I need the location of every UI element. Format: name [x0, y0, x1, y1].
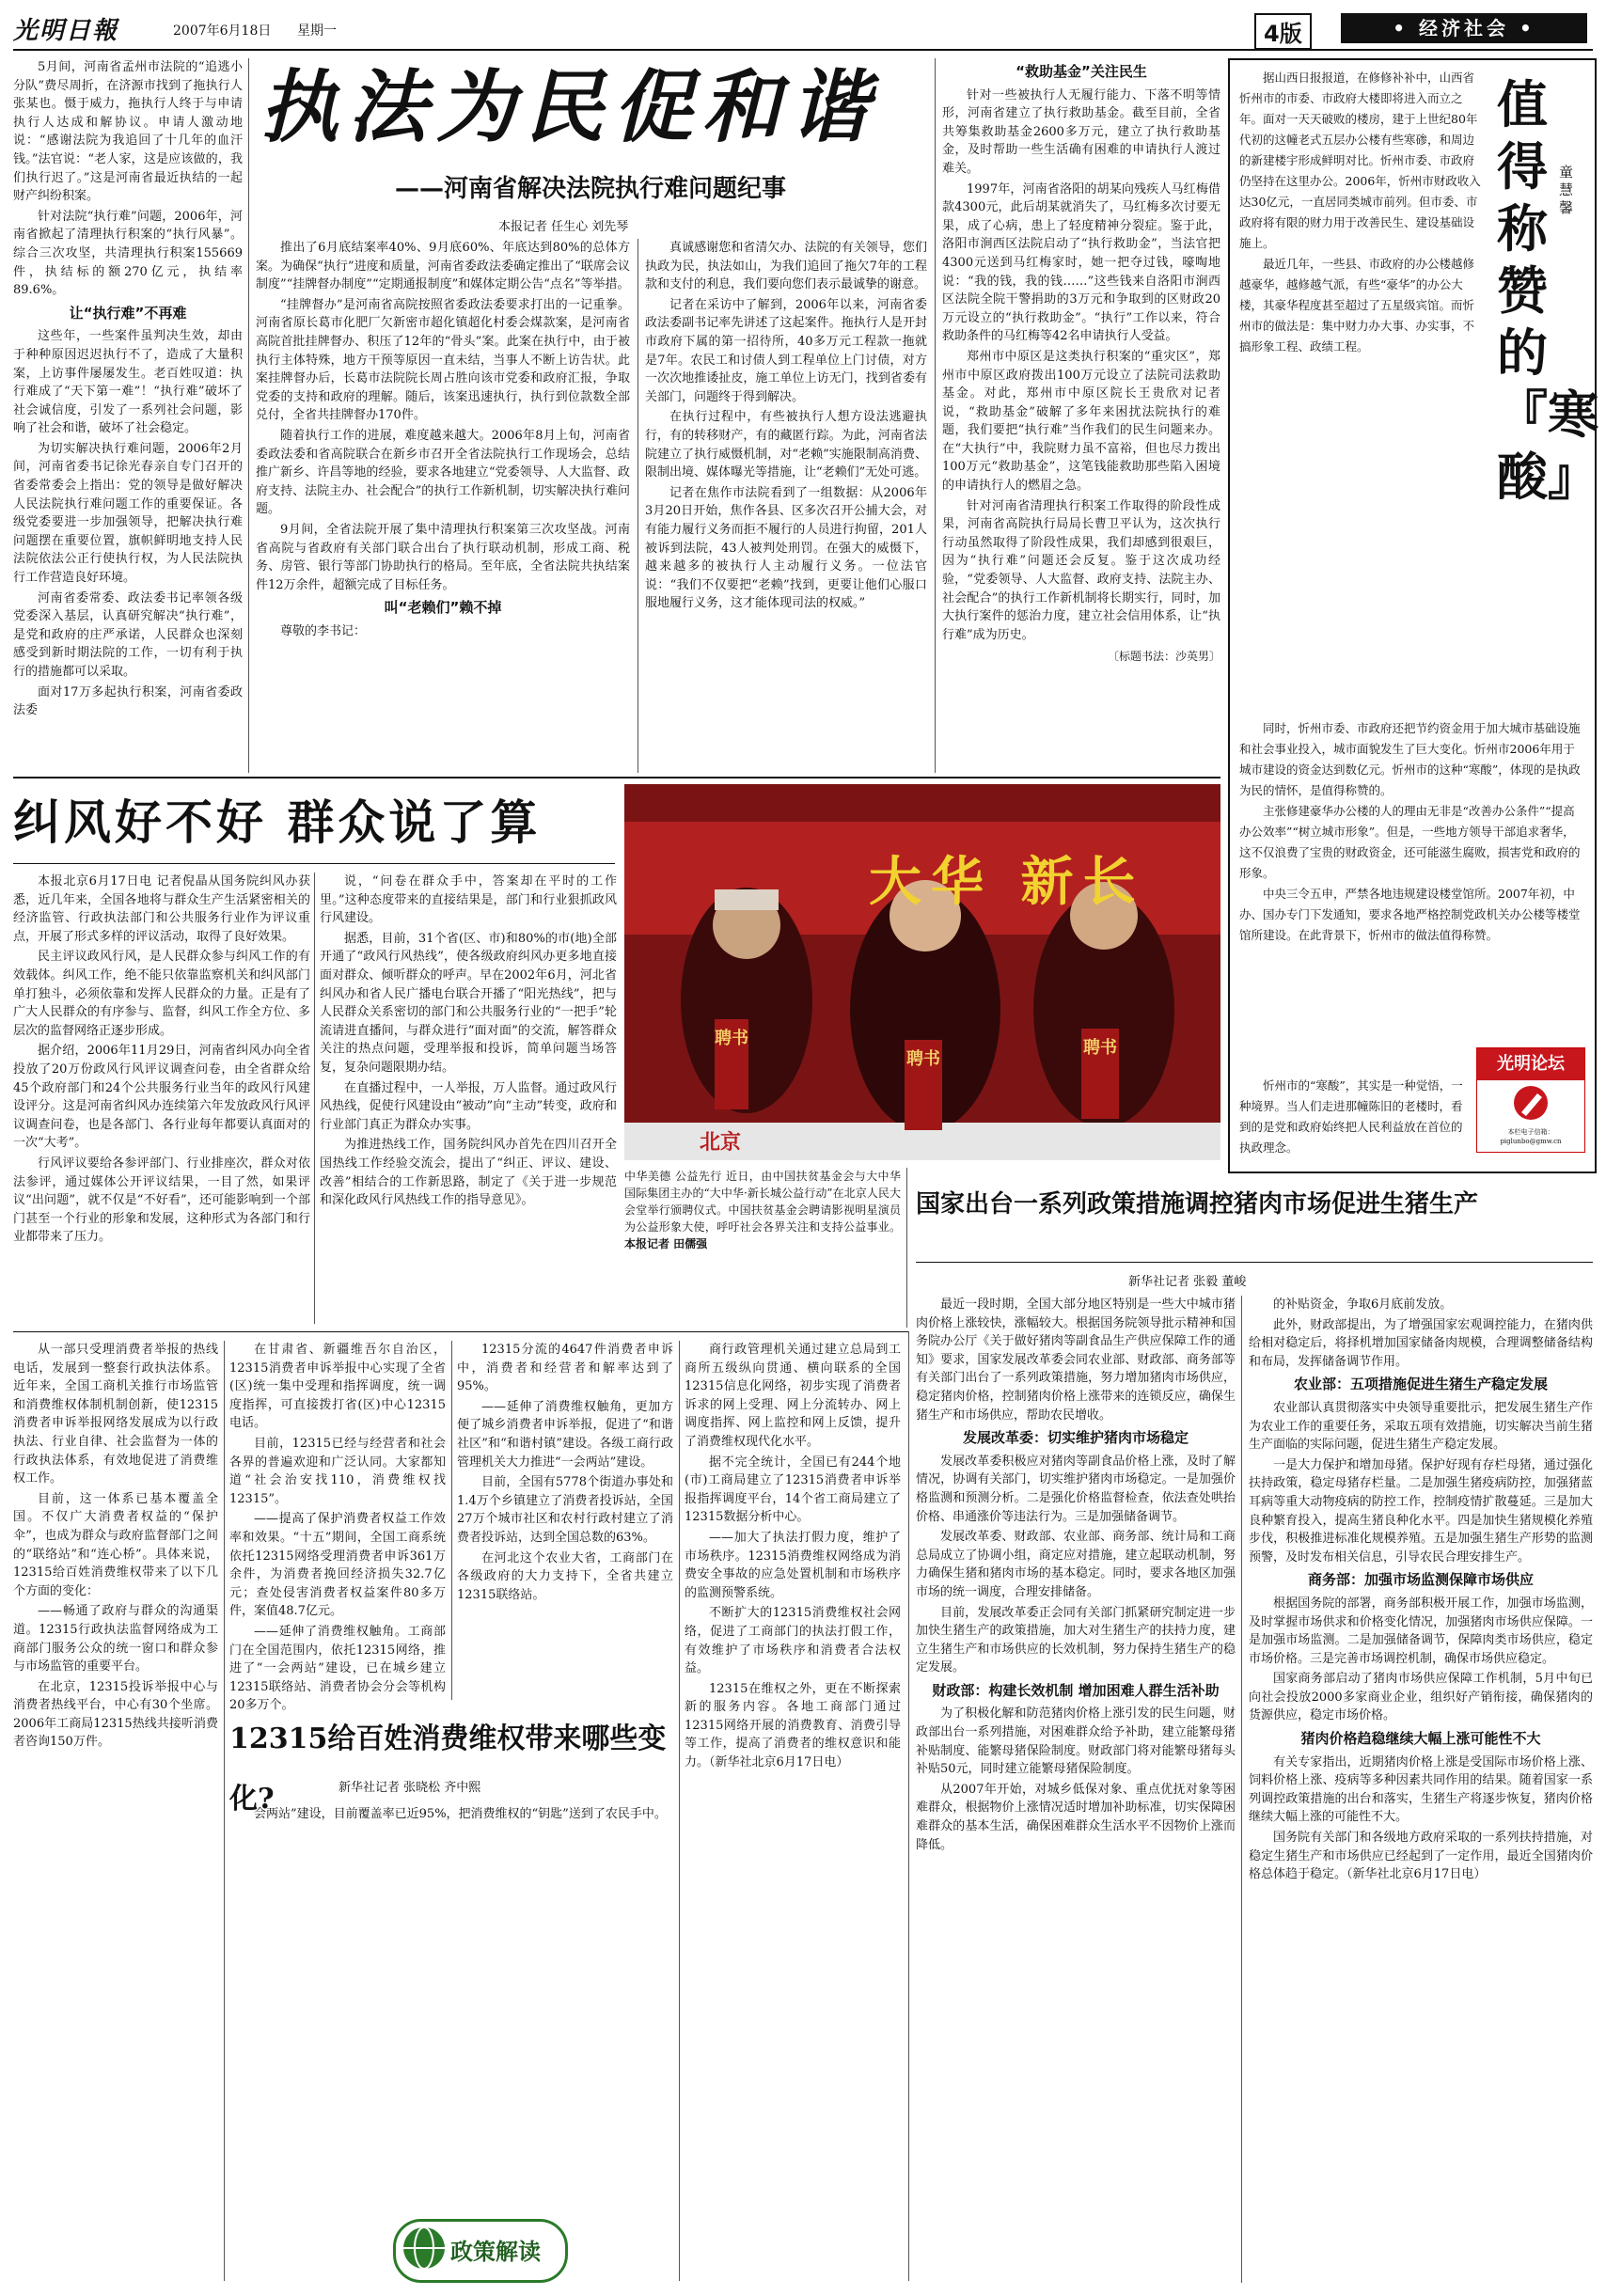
story3-col2-cont	[229, 1805, 673, 2275]
paragraph: 推出了6月底结案率40%、9月底60%、年底达到80%的总体方案。为确保“执行”进度和质量，河南省委政法委确定推出了“联席会议制度”“挂牌督办制度”“定期通报制度”和媒体定期公告“点名”等举措。	[256, 241, 630, 292]
paragraph: 为切实解决执行难问题，2006年2月间，河南省委书记徐光春亲自专门召开的省委常委会上指出：党的领导是做好解决人民法院执行难问题工作的重要保证。各级党委要进一步加强领导，把解决执行难问题摆在重要位置，旗帜鲜明地支持人民法院依法公正行使执行权，为人民法院执行工作营造良好环境。	[13, 441, 243, 586]
headline-rule	[13, 863, 615, 864]
paragraph: 随着执行工作的进展，难度越来越大。2006年8月上旬，河南省委政法委和省高院联合在新乡市召开全省法院执行工作现场会，总结推广新乡、许昌等地的经验，要求各地建立“党委领导、人大监督、政府支持、法院主办、社会配合”的执行工作新机制，切实解决执行难问题。	[256, 428, 630, 517]
paragraph: 目前，全国有5778个街道办事处和1.4万个乡镇建立了消费者投诉站，全国27万个城市社区和农村行政村建立了消费者投诉站，达到全国总数的63%。	[457, 1475, 673, 1545]
issue-date: 2007年6月18日	[173, 24, 272, 39]
calligraphy-credit: 〔标题书法：沙英男〕	[1107, 650, 1220, 664]
column-divider	[314, 873, 315, 1324]
story1-byline: 本报记者 任生心 刘先琴	[498, 220, 629, 234]
column-divider	[451, 1341, 452, 1700]
section-rule	[13, 1331, 908, 1332]
story1-col4	[942, 58, 1220, 773]
story4-col1	[916, 1296, 1236, 2283]
story4-col2	[1249, 1296, 1593, 2283]
section-tag: • 经济社会 •	[1341, 13, 1587, 43]
policy-badge	[393, 2219, 568, 2283]
paragraph: 目前，发展改革委正会同有关部门抓紧研究制定进一步加快生猪生产的政策措施，加大对生猪生产的扶持力度，建立生猪生产和市场供应的长效机制，努力保持生猪生产的稳定发展。	[916, 1605, 1236, 1675]
paragraph: ——延伸了消费维权触角。工商部门在全国范围内，依托12315网络，推进了“一会两站”建设，已在城乡建立12315联络站、消费者协会分会等机构20多万个。	[229, 1624, 446, 1713]
photo-caption	[624, 1168, 901, 1328]
page-header	[13, 9, 1593, 47]
paragraph: 目前，这一体系已基本覆盖全国。不仅广大消费者权益的“保护伞”，也成为群众与政府监督部门之间的“联络站”和“连心桥”。具体来说，12315给百姓消费维权带来了以下几个方面的变化：	[13, 1491, 218, 1598]
paragraph: 本报北京6月17日电 记者倪晶从国务院纠风办获悉，近几年来，全国各地将与群众生产生活紧密相关的经济监管、行政执法部门和公共服务行业作为评议重点，开展了形式多样的评议活动，取得了良好效果。	[13, 874, 310, 944]
paragraph: 此外，财政部提出，为了增强国家宏观调控能力，在猪肉供给相对稳定后，将择机增加国家储备肉规模，合理调整储备结构和布局，发挥储备调节作用。	[1249, 1317, 1593, 1369]
column-divider	[224, 1341, 225, 2281]
story1-col1	[13, 58, 243, 773]
paragraph: 据山西日报报道，在修修补补中，山西省忻州市的市委、市政府大楼即将进入而立之年。面对一天天破败的楼房，建于上世纪80年代初的这幢老式五层办公楼有些寒碜，和周边的新建楼宇形成鲜明对比。忻州市委、市政府仍坚持在这里办公。2006年，忻州市财政收入达30亿元，一直居同类城市前列。但市委、市政府将有限的财力用于改善民生、建设基础设施上。	[1239, 71, 1481, 250]
story1-col2	[256, 239, 630, 773]
paragraph: 不断扩大的12315消费维权社会网络，促进了工商部门的执法打假工作，有效维护了市场秩序和消费者合法权益。	[685, 1606, 901, 1676]
paragraph: 国家商务部启动了猪肉市场供应保障工作机制，5月中旬已向社会投放2000多家商业企业，组织好产销衔接，确保猪肉的货源供应，稳定市场价格。	[1249, 1672, 1593, 1723]
masthead-logo: 光明日報	[13, 17, 119, 45]
paragraph: 这些年，一些案件虽判决生效，却由于种种原因迟迟执行不了，造成了大量积案，上访事件屡屡发生。老百姓叹道：执行难成了“天下第一难”！“执行难”破坏了社会诚信度，引发了一系列社会问题，影响了社会和谐，破坏了社会稳定。	[13, 329, 243, 436]
paragraph: 说，“问卷在群众手中，答案却在平时的工作里。”这种态度带来的直接结果是，部门和行业狠抓政风行风建设。	[320, 874, 617, 926]
subhead: 猪肉价格趋稳继续大幅上涨可能性不大	[1300, 1730, 1541, 1748]
certificate-1: 聘书	[715, 1019, 748, 1109]
policy-badge-label: 政策解读	[450, 2239, 541, 2265]
paragraph: 9月间，全省法院开展了集中清理执行积案第三次攻坚战。河南省高院与省政府有关部门联合出台了执行联动机制，形成工商、税务、房管、银行等部门协助执行的格局。至年底，全省法院共执结案件12万余件，超额完成了目标任务。	[256, 522, 630, 592]
paragraph: 最近一段时期，全国大部分地区特别是一些大中城市猪肉价格上涨较快，涨幅较大。根据国务院领导批示精神和国务院办公厅《关于做好猪肉等副食品生产供应保障工作的通知》要求，国家发展改革委会同农业部、财政部、商务部等有关部门出台了一系列政策措施，努力增加猪肉市场供应，稳定猪肉价格，控制猪肉价格上涨带来的连锁反应，确保生猪生产和市场供应，帮助农民增收。	[916, 1297, 1236, 1423]
pen-icon	[1477, 1080, 1584, 1127]
photo-bottom-text: 北京	[700, 1130, 742, 1155]
subhead: 叫“老赖们”赖不掉	[384, 599, 502, 617]
paragraph: 忻州市的“寒酸”，其实是一种觉悟，一种境界。当人们走进那幢陈旧的老楼时，看到的是党和政府始终把人民利益放在首位的执政理念。	[1239, 1078, 1463, 1155]
story2-col2	[320, 873, 617, 1324]
forum-badge-label: 光明论坛	[1477, 1048, 1584, 1080]
story2-col1	[13, 873, 310, 1324]
paragraph: ——畅通了政府与群众的沟通渠道。12315行政执法监督网络成为工商部门服务公众的统一窗口和群众参与市场监管的重要平台。	[13, 1604, 218, 1675]
paragraph: 在河北这个农业大省，工商部门在各级政府的大力支持下，全省共建立12315联络站。	[457, 1550, 673, 1602]
paragraph: 农业部认真贯彻落实中央领导重要批示，把发展生猪生产作为农业工作的重要任务，采取五项有效措施，切实解决当前生猪生产面临的实际问题，促进生猪生产稳定发展。	[1249, 1400, 1593, 1453]
sidebar-box	[1228, 58, 1597, 1173]
paragraph: 真诚感谢您和省清欠办、法院的有关领导，您们执政为民，执法如山，为我们追回了拖欠7年的工程款和支付的利息，我们要向您们表示最诚挚的谢意。	[645, 241, 927, 292]
paragraph: 12315在维权之外，更在不断探索新的服务内容。各地工商部门通过12315网络开展的消费教育、消费引导等工作，提高了消费者的维权意识和能力。（新华社北京6月17日电）	[685, 1681, 901, 1770]
column-divider	[679, 1341, 680, 2281]
paragraph: 中央三令五申，严禁各地违规建设楼堂馆所。2007年初，中办、国办专门下发通知，要求各地严格控制党政机关办公楼等楼堂馆所建设。在此背景下，忻州市的做法值得称赞。	[1239, 887, 1581, 942]
paragraph: 一是大力保护和增加母猪。保护好现有存栏母猪，通过强化扶持政策，稳定母猪存栏量。二是加强生猪疫病防控，加强猪蓝耳病等重大动物疫病的防控工作，控制疫情扩散蔓延。三是加大良种繁育投入，提高生猪良种化水平。四是加快生猪规模化养殖步伐，积极推进标准化规模养殖。五是加强生猪生产形势的监测预警，及时发布相关信息，引导农民合理安排生产。	[1249, 1457, 1593, 1565]
subhead: “救助基金”关注民生	[1016, 63, 1147, 80]
paragraph: 据悉，目前，31个省(区、市)和80%的市(地)全部开通了“政风行风热线”，使各级政府纠风办更多地直接面对群众、倾听群众的呼声。早在2002年6月，河北省纠风办和省人民广播电台联合开播了“阳光热线”，把与人民群众关系密切的部门和公共服务行业的“一把手”轮流请进直播间，与群众进行“面对面”的交流，解答群众关注的热点问题，受理举报和投诉，简单问题当场答复，复杂问题限期办结。	[320, 931, 617, 1075]
paragraph: 在甘肃省、新疆维吾尔自治区，12315消费者申诉举报中心实现了全省(区)统一集中受理和指挥调度，统一调度指挥，可直接拨打省(区)中心12315电话。	[229, 1343, 446, 1431]
sidebar-text-top	[1239, 68, 1484, 716]
column-divider	[248, 58, 249, 773]
paragraph: 同时，忻州市委、市政府还把节约资金用于加大城市基础设施和社会事业投入，城市面貌发生了巨大变化。忻州市2006年用于城市建设的资金达到数亿元。忻州市的这种“寒酸”，体现的是执政为民的情怀，是值得称赞的。	[1239, 721, 1581, 797]
certificate-3: 聘书	[1081, 1029, 1119, 1119]
paragraph: 在执行过程中，有些被执行人想方设法逃避执行，有的转移财产，有的藏匿行踪。为此，河南省法院建立了执行威慑机制，对“老赖”实施限制高消费、限制出境、媒体曝光等措施，让“老赖们”无处可逃。	[645, 410, 927, 480]
paragraph: 5月间，河南省孟州市法院的“追逃小分队”费尽周折，在济源市找到了拖执行人张某也。慑于威力，拖执行人终于与申请执行人达成和解协议。申请人激动地说：“感谢法院为我追回了十几年的血汗钱。”法官说：“老人家，这是应该做的，我们执行迟了。”这是河南省最近执结的一起财产纠纷积案。	[13, 60, 243, 204]
paragraph: 根据国务院的部署，商务部积极开展工作，加强市场监测，及时掌握市场供求和价格变化情况，加强猪肉市场供应保障。一是加强市场监测。二是加强储备调节，保障肉类市场供应，稳定市场价格。三是完善市场调控机制，确保市场供应稳定。	[1249, 1596, 1593, 1666]
sidebar-author: 童慧馨	[1559, 164, 1574, 216]
caption-text: 中华美德 公益先行 近日，由中国扶贫基金会与大中华国际集团主办的“大中华·新长城公益行动”在北京人民大会堂举行颁聘仪式。中国扶贫基金会聘请影视明星演员为公益形象大使，呼吁社会各界关注和支持公益事业。	[624, 1170, 901, 1234]
paragraph: 从一部只受理消费者举报的热线电话，发展到一整套行政执法体系。近年来，全国工商机关推行市场监管和消费维权体制机制创新，使12315消费者申诉举报网络发展成为以行政执法、行业自律、社会监督为一体的行政执法体系，有效地促进了消费维权工作。	[13, 1343, 218, 1486]
paragraph: 从2007年开始，对城乡低保对象、重点优抚对象等困难群众，根据物价上涨情况适时增加补助标准，切实保障困难群众的基本生活，确保困难群众生活水平不因物价上涨而降低。	[916, 1782, 1236, 1852]
issue-weekday: 星期一	[297, 24, 337, 39]
section-rule	[13, 777, 1220, 778]
paragraph: 有关专家指出，近期猪肉价格上涨是受国际市场价格上涨、饲料价格上涨、疫病等多种因素共同作用的结果。随着国家一系列调控政策措施的出台和落实，生猪生产将逐步恢复，猪肉价格继续大幅上涨的可能性不大。	[1249, 1754, 1593, 1825]
certificate-2: 聘书	[905, 1040, 942, 1130]
column-divider	[935, 58, 936, 773]
paragraph: 面对17万多起执行积案，河南省委政法委	[13, 684, 243, 718]
paragraph: 据不完全统计，全国已有244个地(市)工商局建立了12315消费者申诉举报指挥调度平台，14个省工商局建立了12315数据分析中心。	[685, 1455, 901, 1525]
paragraph: ——提高了保护消费者权益工作效率和效果。“十五”期间，全国工商系统依托12315网络受理消费者申诉361万余件，为消费者挽回经济损失32.7亿元；查处侵害消费者权益案件80多万件，案值48.7亿元。	[229, 1512, 446, 1619]
paragraph: 在直播过程中，一人举报，万人监督。通过政风行风热线，促使行风建设由“被动”向“主动”转变，政府和行业部门真正为群众办实事。	[320, 1080, 617, 1132]
paragraph: 针对法院“执行难”问题，2006年，河南省掀起了清理执行积案的“执行风暴”。综合三次攻坚，共清理执行积案155669件，执结标的额270亿元，执结率89.6%。	[13, 209, 243, 298]
subhead: 商务部：加强市场监测保障市场供应	[1307, 1571, 1534, 1589]
forum-email: 本栏电子信箱：piglunbo@gmw.cn	[1500, 1128, 1562, 1145]
paragraph: 郑州市中原区是这类执行积案的“重灾区”，郑州市中原区政府拨出100万元设立了法院司法救助基金。对此，郑州市中原区院长王贵欣对记者说，“救助基金”破解了多年来困扰法院执行的难题，我们要把“执行难”当作我们的民生问题来办。在“大执行”中，我院财力虽不富裕，但也尽力拨出100万元“救助基金”，这笔钱能救助那些陷入困境的申请执行人的燃眉之急。	[942, 349, 1220, 494]
paragraph: 记者在焦作市法院看到了一组数据：从2006年3月20日开始，焦作各县、区多次召开公捕大会，对有能力履行义务而拒不履行的人员进行拘留，201人被诉到法院，43人被判处刑罚。在强大的威慑下，越来越多的被执行人主动履行义务。一位法官说：“我们不仅要把“老赖”找到，更要让他们心服口服地履行义务，这才能体现司法的权威。”	[645, 485, 927, 611]
header-rule	[13, 49, 1593, 51]
paragraph: 在北京，12315投诉举报中心与消费者热线平台，中心有30个坐席。2006年工商局12315热线共接听消费者咨询150万件。	[13, 1679, 218, 1750]
column-divider	[908, 1331, 909, 2281]
subhead: 让“执行难”不再难	[69, 304, 187, 322]
story3-col4	[685, 1341, 901, 2225]
story1-headline: 执法为民促和谐	[260, 60, 879, 153]
paragraph: 会两站”建设，目前覆盖率已近95%，把消费维权的“钥匙”送到了农民手中。	[254, 1807, 667, 1821]
subhead: 发展改革委：切实维护猪肉市场稳定	[962, 1429, 1189, 1447]
photo-banner-text: 大华 新长	[869, 851, 1145, 913]
story1-subhead: ——河南省解决法院执行难问题纪事	[395, 175, 787, 203]
paragraph: 发展改革委积极应对猪肉等副食品价格上涨，及时了解情况，协调有关部门，切实维护猪肉市场稳定。一是加强价格监测和预测分析。二是强化价格监督检查，依法查处哄抬价格、串通涨价等违法行为。三是加强储备调节。	[916, 1454, 1236, 1524]
story3-col3	[457, 1341, 673, 1700]
paragraph: 为了积极化解和防范猪肉价格上涨引发的民生问题，财政部出台一系列措施，对困难群众给予补助，建立能繁母猪补贴制度、能繁母猪保险制度。财政部门将对能繁母猪每头补贴50元，同时建立能繁母猪保险制度。	[916, 1706, 1236, 1777]
paragraph: 12315分流的4647件消费者申诉中，消费者和经营者和解率达到了95%。	[457, 1343, 673, 1394]
paragraph: 针对河南省清理执行积案工作取得的阶段性成果，河南省高院执行局局长曹卫平认为，这次执行行动虽然取得了阶段性成果，我们却感到很艰巨，因为“执行难”问题还会反复。鉴于这次成功经验，“党委领导、人大监督、政府支持、法院主办、社会配合”的执行工作新机制将长期实行，同时，加大执行案件的惩治力度，建立社会信用体系，让“执行难”成为历史。	[942, 498, 1220, 642]
paragraph: 针对一些被执行人无履行能力、下落不明等情形，河南省建立了执行救助基金。截至目前，全省共筹集救助基金2600多万元，建立了执行救助基金，及时帮助一些生活确有困难的申请执行人渡过难关。	[942, 87, 1220, 176]
story3-headline: 12315给百姓消费维权带来哪些变化?	[229, 1722, 667, 1816]
paragraph: 的补贴资金，争取6月底前发放。	[1273, 1297, 1453, 1312]
paragraph: “挂牌督办”是河南省高院按照省委政法委要求打出的一记重拳。河南省原长葛市化肥厂欠新密市超化镇超化村委会煤款案，是河南省高院首批挂牌督办、积压了12年的“骨头”案。此案在执行中，由于被执行主体特殊，地方干预等原因一直未结，当事人不断上访告状。此案挂牌督办后，长葛市法院院长周占胜向该市党委和政府汇报，争取党委的支持和政府的理解。随后，该案迅速执行，执行到位款数全部兑付，全省共挂牌督办170件。	[256, 297, 630, 423]
story4-byline: 新华社记者 张毅 董峻	[1128, 1275, 1247, 1289]
paragraph: 为推进热线工作，国务院纠风办首先在四川召开全国热线工作经验交流会，提出了“纠正、评议、建设、改善”相结合的工作新思路，制定了《关于进一步规范和深化政风行风热线工作的指导意见》。	[320, 1138, 617, 1208]
globe-icon	[400, 2224, 449, 2272]
paragraph: 目前，12315已经与经营者和社会各界的普遍欢迎和广泛认同。大家都知道“社会治安找110，消费维权找12315”。	[229, 1436, 446, 1506]
paragraph: 尊敬的李书记：	[280, 623, 367, 638]
paragraph: 据介绍，2006年11月29日，河南省纠风办向全省投放了20万份政风行风评议调查问卷，由全省群众给45个政府部门和24个公共服务行业当年的政风行风建设评分。这是河南省纠风办连续第六年发放政风行风评议调查问卷，也是各部门、各行业每年都要认真面对的一次“大考”。	[13, 1044, 310, 1151]
paragraph: 主张修建豪华办公楼的人的理由无非是“改善办公条件”“提高办公效率”“树立城市形象”。但是，一些地方领导干部追求奢华，这不仅浪费了宝贵的财政资金，还可能滋生腐败，损害党和政府的形象。	[1239, 804, 1581, 880]
paragraph: 1997年，河南省洛阳的胡某向残疾人马红梅借款4300元，此后胡某就消失了，马红梅多次讨要无果，成了心病，患上了轻度精神分裂症。鉴于此，洛阳市涧西区法院启动了“执行救助金”，当法官把4300元送到马红梅家时，她一把夺过钱，嚎啕地说：“我的钱，我的钱……”这些钱来自洛阳市涧西区法院全院干警捐助的3万元和争取到的区财政20万元设立的“执行救助金”。“执行”工作以来，符合救助条件的马红梅等42名申请执行人受益。	[942, 181, 1220, 344]
paragraph: 商行政管理机关通过建立总局到工商所五级纵向贯通、横向联系的全国12315信息化网络，初步实现了消费者诉求的网上受理、网上分流转办、网上调度指挥、网上监控和网上反馈，提升了消费维权现代化水平。	[685, 1343, 901, 1449]
story1-col3	[645, 239, 927, 773]
column-divider	[906, 1168, 907, 1328]
paragraph: 国务院有关部门和各级地方政府采取的一系列扶持措施，对稳定生猪生产和市场供应已经起到了一定作用，最近全国猪肉价格总体趋于稳定。（新华社北京6月17日电）	[1249, 1831, 1593, 1882]
paragraph: 民主评议政风行风，是人民群众参与纠风工作的有效载体。纠风工作，绝不能只依靠监察机关和纠风部门单打独斗，必须依靠和发挥人民群众的力量。正是有了广大人民群众的有序参与、监督，纠风工作全方位、多层次的监督网络正逐步形成。	[13, 950, 310, 1038]
sidebar-text-end	[1239, 1076, 1465, 1166]
paragraph: 行风评议要给各参评部门、行业排座次，群众对依法参评，通过媒体公开评议结果，一目了然，如果评议“出问题”，就不仅是“不好看”，还可能影响到一个部门甚至一个行业的形象和发展，这种形式为各部门和行业都带来了压力。	[13, 1156, 310, 1245]
paragraph: ——加大了执法打假力度，维护了市场秩序。12315消费维权网络成为消费安全事故的应急处置机制和市场秩序的监测预警系统。	[685, 1530, 901, 1600]
subhead: 农业部：五项措施促进生猪生产稳定发展	[1293, 1376, 1548, 1393]
story3-byline: 新华社记者 张晓松 齐中熙	[339, 1781, 481, 1795]
story3-col2	[229, 1341, 446, 1713]
sidebar-text-bottom	[1239, 718, 1583, 1076]
story2-headline: 纠风好不好 群众说了算	[13, 794, 542, 850]
forum-badge	[1476, 1047, 1585, 1153]
story3-col1	[13, 1341, 218, 2281]
sidebar-title: 值得称赞的『寒酸』	[1497, 74, 1598, 507]
event-photo	[624, 784, 1220, 1160]
caption-author: 本报记者 田儒强	[624, 1237, 708, 1250]
story4-headline: 国家出台一系列政策措施调控猪肉市场促进生猪生产	[916, 1187, 1593, 1263]
paragraph: 河南省委常委、政法委书记率领各级党委深入基层，认真研究解决“执行难”，是党和政府的庄严承诺，人民群众也深刻感受到新时期法院的工作，一切有利于执行的措施都可以采取。	[13, 590, 243, 679]
subhead: 财政部：构建长效机制 增加困难人群生活补助	[932, 1681, 1220, 1699]
page-number: 4版	[1254, 13, 1312, 50]
paragraph: 最近几年，一些县、市政府的办公楼越修越豪华，越修越气派，有些“豪华”的办公大楼，其豪华程度甚至超过了五星级宾馆。而忻州市的做法是：集中财力办大事、办实事，不搞形象工程、政绩工程。	[1239, 257, 1475, 354]
paragraph: ——延伸了消费维权触角，更加方便了城乡消费者申诉举报，促进了“和谐社区”和“和谐村镇”建设。各级工商行政管理机关大力推进“一会两站”建设。	[457, 1399, 673, 1470]
paragraph: 发展改革委、财政部、农业部、商务部、统计局和工商总局成立了协调小组，商定应对措施，建立起联动机制，努力确保生猪和猪肉市场的基本稳定。同时，要求各地区加强市场的统一调度，合理安排储备。	[916, 1530, 1236, 1599]
column-divider	[1241, 1296, 1242, 2283]
paragraph: 记者在采访中了解到，2006年以来，河南省委政法委副书记率先讲述了这起案件。拖执行人是开封市政府下属的第一招待所，40多万元工程款一拖就是7年。农民工和讨债人到工程单位上门讨债，对方一次次地推诿扯皮，施工单位上访无门，找到省委有关部门，问题终于得到解决。	[645, 297, 927, 404]
